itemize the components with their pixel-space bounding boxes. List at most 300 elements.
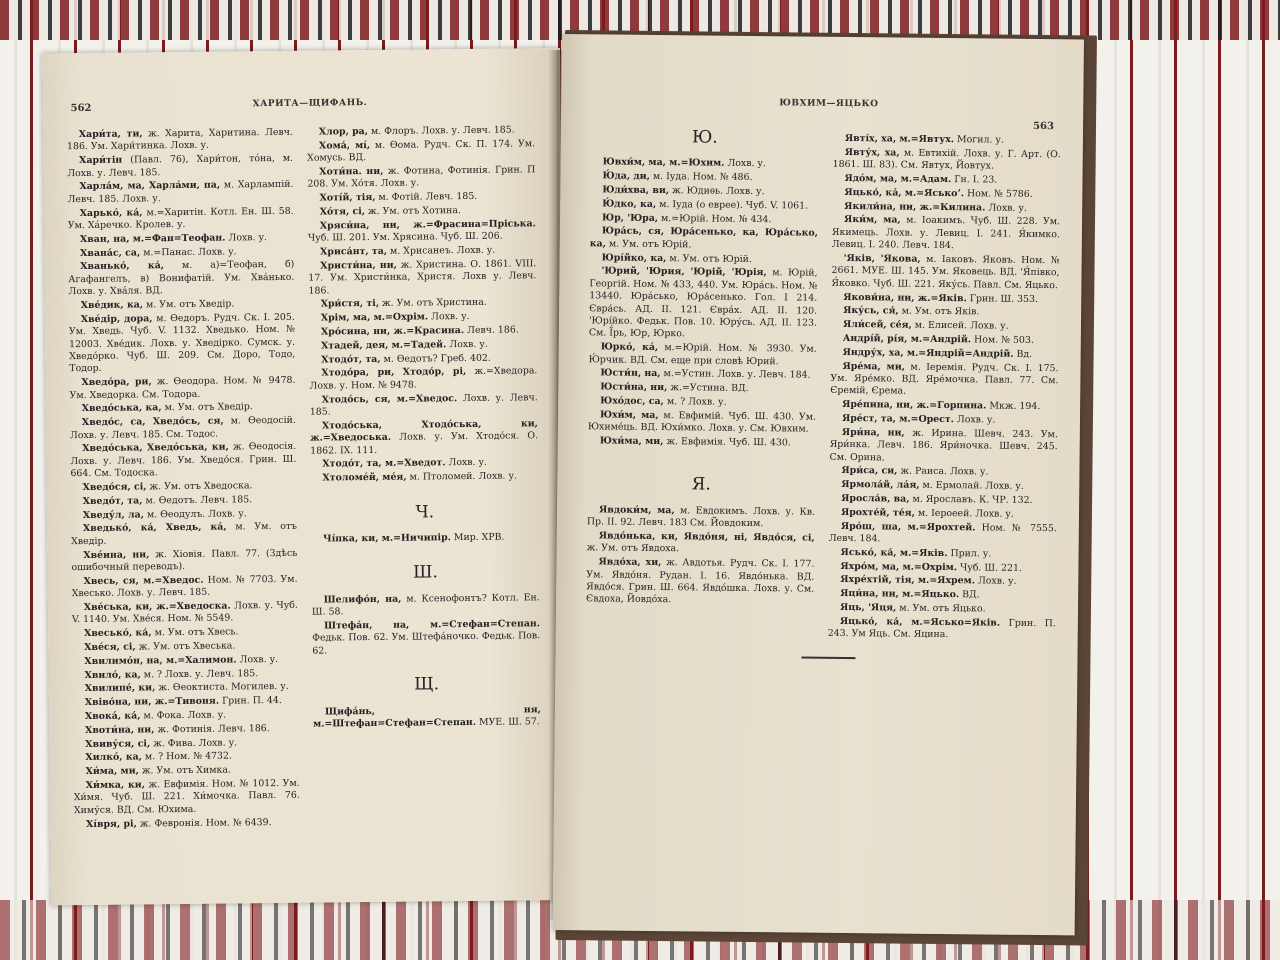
dictionary-entry xyxy=(309,366,537,393)
entry-definition: Мир. ХРВ. xyxy=(450,531,505,544)
dictionary-entry xyxy=(71,547,297,574)
entry-definition: Лохв. у. xyxy=(445,457,488,469)
entry-definition: м. Фотій. Левч. 185. xyxy=(375,191,478,204)
entry-headword: Хведо́ська, Хведо́ська, ки, xyxy=(82,441,229,455)
dictionary-entry xyxy=(70,415,296,442)
entry-headword: Хвесь, ся, м.=Хведос. xyxy=(83,574,204,587)
dictionary-entry xyxy=(588,409,816,436)
entry-headword: Яки́м, ма, xyxy=(844,214,901,226)
entry-definition: м. Ум. отъ Яків. xyxy=(898,305,980,318)
entry-headword: Харько́, ка́, xyxy=(79,206,143,219)
entry-headword: Явту́х, ха, xyxy=(844,146,900,159)
running-head-right: ЮВХИМ—ЯЦЬКО xyxy=(779,98,879,110)
dictionary-entry xyxy=(71,507,297,522)
entry-definition: м. Өедотъ. Левч. 185. xyxy=(142,494,253,507)
entry-definition: м. Ярославъ. К. ЧР. 132. xyxy=(909,493,1033,506)
dictionary-entry xyxy=(588,382,816,397)
dictionary-entry xyxy=(310,470,538,485)
dictionary-entry xyxy=(830,399,1058,414)
entry-definition: Лохв. у. xyxy=(225,231,268,244)
dictionary-entry xyxy=(72,654,298,669)
entry-headword: Хтодо́ра, ри, Хтодо́р, рі, xyxy=(321,366,467,379)
left-column-1 xyxy=(67,127,300,833)
dictionary-entry xyxy=(829,479,1057,494)
entry-headword: Явті́х, ха, м.=Явтух. xyxy=(844,132,955,146)
entry-headword: Хтодо́т, та, xyxy=(321,353,381,366)
dictionary-entry xyxy=(72,600,298,627)
dictionary-entry xyxy=(587,530,815,557)
entry-headword: Хвилипе́, ки, xyxy=(84,682,156,695)
entry-definition: м. Ермолай. Лохв. у. xyxy=(919,479,1024,493)
entry-definition: (Павл. 76), Хари́тон, то́на, м. Лохв. у. Левч. 185. xyxy=(67,153,294,179)
entry-definition: Могил. у. xyxy=(954,134,1004,146)
entry-headword: Яхро́м, ма, м.=Охрім. xyxy=(840,560,958,573)
section-heading-shch: Щ. xyxy=(414,674,440,695)
entry-definition: м. Флоръ. Лохв. у. Левч. 185. xyxy=(367,124,515,138)
dictionary-entry xyxy=(832,173,1060,188)
entry-definition: м. Елисей. Лохв. у. xyxy=(911,319,1009,332)
entry-definition: м. Ум. отъ Хведір. xyxy=(161,401,253,414)
entry-headword: Шелифо́н, на, xyxy=(323,593,402,606)
entry-headword: Хвіво́на, ни, ж.=Тивоня. xyxy=(84,695,220,709)
entry-definition: Левч. 186. xyxy=(464,324,519,337)
entry-definition: м.=Панас. Лохв. у. xyxy=(140,246,237,259)
dictionary-entry xyxy=(307,164,535,191)
entry-definition: ж. Евфимія. Ном. № 1012. Ум. Хи́мя. Чуб. Ш. 221. Хи́мочка. Павл. 76. Химу́ся. ВД. См. Юхима. xyxy=(73,777,300,816)
dictionary-entry xyxy=(587,504,815,531)
dictionary-entry xyxy=(73,764,299,779)
dictionary-entry xyxy=(72,640,298,655)
dictionary-entry xyxy=(70,401,296,416)
dictionary-entry xyxy=(831,253,1059,293)
running-head-left: ХАРИТА—ЩИФАНЬ. xyxy=(252,98,368,110)
entry-headword: Хри́стя, ті, xyxy=(320,298,380,310)
entry-headword: Хведо́ська, ка, xyxy=(81,402,162,415)
entry-headword: Хилко́, ка, xyxy=(85,751,142,764)
dictionary-entry xyxy=(590,212,818,227)
entry-definition: Ном. № 503. xyxy=(971,334,1034,346)
entry-headword: Хоті́й, тія, xyxy=(319,192,376,204)
dictionary-entry xyxy=(831,333,1059,348)
entry-headword: Штефа́н, на, м.=Стефан=Степан. xyxy=(323,618,541,632)
entry-headword: Хо́тя, сі, xyxy=(319,206,366,218)
dictionary-entry xyxy=(69,312,296,376)
entries-ya xyxy=(586,504,815,608)
dictionary-entry xyxy=(308,218,536,245)
entry-definition: Лохв. у. xyxy=(974,575,1017,588)
entry-definition: Лохв. у. xyxy=(428,311,470,323)
entry-headword: Яри́са, си, xyxy=(841,465,898,477)
entry-definition: ж. Ирина. Шевч. 243. Ум. Яри́нка. Левч. 186. Яри́ночка. Шевч. 245. См. Орина. xyxy=(829,427,1058,464)
entry-definition: Ном. № 7555. Левч. 184. xyxy=(828,521,1057,545)
entry-definition: ж. Ум. отъ Химка. xyxy=(138,764,231,777)
entry-headword: Хвило́, ка, xyxy=(84,669,141,681)
dictionary-entry xyxy=(70,441,296,481)
entry-definition: м. Харлампій. Левч. 185. Лохв. у. xyxy=(67,179,294,205)
entry-definition: Чуб. Ш. 201. Ум. Хрясина. Чуб. Ш. 206. xyxy=(307,230,503,244)
dictionary-entry xyxy=(830,360,1058,400)
entry-headword: Ядо́м, ма, м.=Адам. xyxy=(844,172,952,186)
entry-definition: м. Ум. отъ Хвесь. xyxy=(151,626,239,639)
dictionary-entry xyxy=(590,171,818,186)
entry-headword: Хро́сина, ни, ж.=Красина. xyxy=(320,325,465,338)
entry-headword: Харла́м, ма, Харла́ми, па, xyxy=(79,179,221,193)
dictionary-entry xyxy=(73,723,299,738)
dictionary-entry xyxy=(307,124,535,139)
dictionary-entry xyxy=(308,244,536,259)
entry-headword: Ю́дко, ка, xyxy=(602,198,657,210)
entry-headword: Хрім, ма, м.=Охрім. xyxy=(320,311,429,324)
entry-headword: Хванько́, ка́, xyxy=(80,260,165,273)
entry-headword: Хве́ська, ки, ж.=Хведоска. xyxy=(83,600,231,614)
entry-headword: Яцько́, ка́, м.=Ясько=Яків. xyxy=(839,615,1001,629)
entry-headword: Юсти́н, на, xyxy=(600,367,661,380)
dictionary-entry xyxy=(72,667,298,682)
entry-headword: Якили́на, ни, ж.=Килина. xyxy=(844,200,986,214)
entry-definition: ж. Ум. отъ Хвеська. xyxy=(135,640,236,653)
dictionary-entry xyxy=(309,297,537,312)
entry-headword: Хі́вря, рі, xyxy=(86,818,137,830)
entry-definition: м. Хрисанеъ. Лохв. у. xyxy=(386,244,496,257)
entry-headword: Яро́ш, ша, м.=Ярохтей. xyxy=(840,520,976,533)
dictionary-entry xyxy=(312,618,540,658)
dictionary-entry xyxy=(307,138,535,165)
dictionary-entry xyxy=(588,435,816,450)
entry-headword: Яцько́, ка́, м.=Яськоʼ. xyxy=(844,186,965,200)
entry-headword: Хриса́нт, та, xyxy=(320,245,388,258)
entry-definition: м. Өеодосій. Лохв. у. Левч. 185. См. Тодос. xyxy=(69,415,296,441)
dictionary-entry xyxy=(308,204,536,219)
entry-definition: ж. Фотинія. Левч. 186. xyxy=(154,722,270,736)
dictionary-entry xyxy=(829,547,1057,562)
entry-headword: Хоти́на. ни, xyxy=(319,165,384,178)
entry-definition: м. ? Ном. № 4732. xyxy=(141,750,232,763)
entry-headword: Хвиву́ся, сі, xyxy=(85,737,151,750)
entry-definition: ж. Өеоктиста. Могилев. у. xyxy=(155,681,289,694)
entry-definition: м.=Юрій. Ном. № 434. xyxy=(658,212,772,225)
dictionary-entry xyxy=(72,574,298,601)
entry-headword: Юхи́ма, ми, xyxy=(599,435,664,448)
entry-headword: Юхи́м, ма, xyxy=(599,409,659,421)
entry-headword: Хве́дик, ка, xyxy=(80,299,144,312)
dictionary-entry xyxy=(71,521,297,548)
dictionary-entry xyxy=(832,214,1060,254)
entry-headword: Яре́ма, ми, xyxy=(842,360,906,373)
dictionary-entry xyxy=(68,205,294,232)
entry-definition: м. Ум. отъ Юрій. xyxy=(666,252,752,265)
entry-definition: м.=Устин. Лохв. у. Левч. 184. xyxy=(660,368,811,382)
dictionary-entry xyxy=(586,557,815,609)
dictionary-entry xyxy=(588,368,816,383)
dictionary-entry xyxy=(308,258,536,298)
entry-headword: Хван, на, м.=Фан=Теофан. xyxy=(79,232,226,245)
dictionary-entry xyxy=(308,190,536,205)
right-page xyxy=(553,34,1084,935)
entry-definition: м. Іоакимъ. Чуб. Ш. 228. Ум. Якимець. Лохв. у. Левиц. І. 241. Я́кимко. Левиц. І. 240. Левч. 184. xyxy=(831,214,1061,252)
entry-headword: Юхо́дос, са, xyxy=(600,395,664,408)
entry-definition: м. Фока. Лохв. у. xyxy=(140,709,227,722)
page-number-right: 563 xyxy=(1033,120,1054,133)
entry-definition: м. ? Лохв. у. xyxy=(663,396,727,408)
dictionary-entry xyxy=(828,574,1056,589)
dictionary-entry xyxy=(590,252,818,267)
entry-definition: ж. Христина. О. 1861. VIII. 17. Ум. Христи́нка, Христя. Лохв у. Левч. 186. xyxy=(308,258,537,297)
dictionary-entry xyxy=(309,324,537,339)
entry-definition: м.=Юрій. Ном. № 3930. Ум. Ю́рчик. ВД. См. еще при словѣ Юрий. xyxy=(588,342,817,367)
entry-headword: Хари́та, ти, xyxy=(78,128,143,141)
entry-definition: м. Евфимій. Чуб. Ш. 430. Ум. Юхиме́ць. ВД. Юхи́мко. Лохв. у. См. Ювхим. xyxy=(587,409,817,435)
dictionary-entry xyxy=(69,375,295,402)
entry-headword: Яросла́в, ва, xyxy=(841,492,910,505)
dictionary-entry xyxy=(828,616,1056,643)
entry-headword: Хведу́л, ла, xyxy=(82,509,145,521)
dictionary-entry xyxy=(73,750,299,765)
entry-definition: м. Птоломей. Лохв. у. xyxy=(406,470,518,483)
dictionary-entry xyxy=(310,457,538,472)
entry-headword: Хве́ся, сі, xyxy=(84,641,136,654)
right-column-2 xyxy=(828,133,1061,644)
entry-headword: Хтодо́ська, Хтодо́ська, ки, ж.=Хведоська. xyxy=(310,418,538,444)
entry-headword: Юрі́йко, ка, xyxy=(601,252,667,264)
entry-definition: м. Евтихій. Лохв. у. Г. Арт. (О. 1861. Ш. 83). См. Явтух, Йовтух. xyxy=(832,147,1061,172)
entry-headword: Хвана́с, са, xyxy=(80,247,141,259)
entry-definition: м. Ум. отъ Юрій. xyxy=(605,238,692,251)
entry-headword: Яри́на, ни, xyxy=(841,426,905,439)
entry-headword: Яли́сей, се́я, xyxy=(842,319,912,331)
entries-shch xyxy=(313,704,541,731)
entry-headword: Яци́на, ни, м.=Яцько. xyxy=(840,588,960,601)
entry-definition: м. Евдокимъ. Лохв. у. Кв. Пр. ІІ. 92. Левч. 183 См. Йовдоким. xyxy=(586,505,816,530)
dictionary-entry xyxy=(312,592,540,619)
dictionary-entry xyxy=(828,588,1056,603)
dictionary-entry xyxy=(311,531,539,546)
dictionary-entry xyxy=(828,602,1056,617)
entry-definition: Лохв. у. Левч. 185. xyxy=(309,391,538,418)
dictionary-entry xyxy=(829,465,1057,480)
entry-headword: Хведо́ра, ри, xyxy=(81,376,152,389)
dictionary-entry xyxy=(68,232,294,247)
dictionary-entry xyxy=(73,709,299,724)
dictionary-entry xyxy=(71,494,297,509)
entry-definition: ж. Харита, Харитина. Левч. 186. Ум. Хари́тинка. Лохв. у. xyxy=(66,126,293,153)
dictionary-entry xyxy=(589,266,818,343)
dictionary-entry xyxy=(588,395,816,410)
dictionary-entry xyxy=(69,298,295,313)
dictionary-entry xyxy=(67,153,293,180)
entry-headword: Юрко́, ка́, xyxy=(600,341,659,354)
dictionary-entry xyxy=(830,427,1058,467)
section-heading-yu: Ю. xyxy=(691,127,718,148)
dictionary-entry xyxy=(67,127,293,154)
entry-headword: Ювхи́м, ма, м.=Юхим. xyxy=(602,156,725,170)
entry-headword: Яку́сь, ся́, xyxy=(843,305,899,317)
entry-definition: м. Іуда. Ном. № 486. xyxy=(649,171,753,184)
entry-definition: Гн. І. 23. xyxy=(951,174,998,186)
dictionary-entry xyxy=(829,507,1057,522)
entry-definition: Прил. у. xyxy=(947,547,992,560)
entries-ch xyxy=(311,531,539,546)
entries-kh-continued xyxy=(307,124,539,485)
entry-headword: Хряси́на, ни, ж.=Фрасина=Пріська. xyxy=(319,218,536,232)
entry-headword: Хвока́, ка́, xyxy=(84,710,141,723)
entry-definition: м. Іеремія. Рудч. Ск. І. 175. Ум. Яре́мко. ВД. Яре́мочка. Павл. 77. См. Єремій, Єрема. xyxy=(830,361,1059,398)
entry-headword: Хари́тін xyxy=(79,154,123,167)
entry-headword: Хведо́с, са, Хведо́сь, ся, xyxy=(81,415,224,429)
end-rule xyxy=(801,657,855,660)
dictionary-entry xyxy=(589,342,817,369)
section-heading-ch: Ч. xyxy=(415,501,435,523)
entry-definition: м. Өедотъ? Греб. 402. xyxy=(380,352,491,365)
entry-definition: Лохв. у. xyxy=(446,338,488,351)
entry-definition: Лохв. у. xyxy=(985,202,1027,214)
entry-definition: ж. Өеодосія. Лохв. у. Левч. 186. Ум. Хведо́ся. Грин. Ш. 664. См. Тодоска. xyxy=(70,441,297,480)
entry-definition: м. Іаковъ. Яковъ. Ном. № 2661. МУЕ. Ш. 145. Ум. Яковець. ВД. 'Я́півко, Я́ковко. Чуб. Ш. 221. Яку́сь. Павл. См. Яцько. xyxy=(831,253,1060,292)
entry-definition: Грин. П. 44. xyxy=(219,695,282,707)
entry-definition: ж.=Хведора. Лохв. у. Ном. № 9478. xyxy=(309,365,538,392)
entry-definition: МУЕ. Ш. 57. xyxy=(475,716,540,728)
dictionary-entry xyxy=(73,736,299,751)
dictionary-entry xyxy=(310,418,538,458)
entry-definition: Лохв. у. Чуб. V. 1140. Ум. Хве́ся. Ном. № 5549. xyxy=(71,599,298,626)
entry-headword: Юра́сь, ся, Юра́сенько, ка, Юра́сько, ка, xyxy=(589,225,818,250)
entry-headword: Явдо́нька, ки, Явдо́ня, ні, Явдо́ся, сі, xyxy=(598,530,815,544)
dictionary-entry xyxy=(832,200,1060,215)
entry-headword: Хтодо́сь, ся, м.=Хведос. xyxy=(321,392,458,406)
entry-definition: Лохв. у. xyxy=(236,653,279,666)
entry-headword: Юди́хва, ви, xyxy=(602,184,670,197)
entry-definition: Мкж. 194. xyxy=(986,400,1041,413)
entry-headword: Яре́пина, ни, ж.=Горпина. xyxy=(842,399,987,412)
entry-headword: Хлор, ра, xyxy=(318,126,369,138)
entry-headword: Хведько́, ка́, Хведь, ка́, xyxy=(82,521,227,535)
entry-headword: Хома́, мі́, xyxy=(318,139,371,152)
entry-definition: м. Ум. отъ Хведір. xyxy=(142,298,235,311)
dictionary-entry xyxy=(833,133,1061,148)
entry-headword: Юсти́на, ни, xyxy=(600,381,668,394)
entry-definition: м. а)=Теофан, б) Агафангелъ, в) Вонифатій. Ум. Хва́нько. Лохв. у. Хва́ля. ВД. xyxy=(68,259,295,298)
entries-sh xyxy=(312,592,541,658)
left-column-2 xyxy=(307,124,541,732)
entry-headword: Ю́да, ди, xyxy=(602,170,650,183)
dictionary-entry xyxy=(72,626,298,641)
dictionary-entry xyxy=(309,338,537,353)
dictionary-entry xyxy=(829,520,1057,547)
dictionary-entry xyxy=(309,352,537,367)
dictionary-entry xyxy=(831,319,1059,334)
dictionary-entry xyxy=(309,310,537,325)
entry-definition: ж. Фива. Лохв. у. xyxy=(150,737,238,749)
entry-definition: ж. Хіовія. Павл. 77. (Здѣсь ошибочный переводъ). xyxy=(71,547,298,574)
entry-definition: Лохв. у. Ум. Хтодо́ся. О. 1862. ІХ. 111. xyxy=(310,430,539,457)
entry-headword: Хвилимо́н, на, м.=Халимон. xyxy=(84,654,237,667)
dictionary-entry xyxy=(831,305,1059,320)
dictionary-entry xyxy=(830,413,1058,428)
entry-definition: м. Ум. отъ Яцько. xyxy=(896,602,986,615)
dictionary-entry xyxy=(591,157,819,172)
entry-headword: Явдоки́м, ма, xyxy=(598,504,675,517)
entry-headword: 'Юрий, 'Юрия, 'Юрій, 'Юрія, xyxy=(601,265,767,279)
dictionary-entry xyxy=(831,347,1059,362)
dictionary-entry xyxy=(68,245,294,260)
entry-definition: м.=Харитін. Котл. Ен. Ш. 58. Ум. Ха́речко. Кролев. у. xyxy=(67,205,294,232)
entry-definition: Вд. xyxy=(1013,348,1033,360)
page-number-left: 562 xyxy=(70,102,92,115)
dictionary-entry xyxy=(71,480,297,495)
entry-headword: Юр, 'Юра, xyxy=(602,212,659,224)
dictionary-entry xyxy=(74,778,300,818)
entry-definition: ВД. xyxy=(959,589,980,601)
section-heading-sh: Ш. xyxy=(412,562,438,583)
entry-headword: Ясько́, ка́, м.=Яків. xyxy=(840,546,948,559)
entry-headword: Хве́дір, дора, xyxy=(80,313,153,325)
entry-headword: Хтоломе́й, ме́я, xyxy=(322,471,407,484)
entry-definition: Чуб. Ш. 221. xyxy=(957,561,1023,574)
entry-headword: Яндру́х, ха, м.=Яндрій=Андрій. xyxy=(842,346,1014,360)
entry-definition: м. Іероеей. Лохв. у. xyxy=(914,507,1014,520)
entries-yu xyxy=(588,157,819,450)
entry-definition: ж. Юдиѳь. Лохв. у. xyxy=(669,185,765,198)
entry-headword: Андрі́й, рі́я, м.=Андрій. xyxy=(842,332,972,346)
dictionary-entry xyxy=(73,695,299,710)
entry-definition: м. Ум. отъ Хведір. xyxy=(71,521,298,547)
entry-definition: ж. Өеодора. Ном. № 9478. Ум. Хведорка. См. Тодора. xyxy=(69,375,296,401)
entry-headword: Щифа́нь, ня, м.=Штефан=Стефан=Степан. xyxy=(313,703,541,730)
entry-headword: Чі́пка, ки, м.=Ничипір. xyxy=(323,532,451,545)
entry-headword: 'Яків, 'Якова, xyxy=(843,252,921,265)
entry-definition: ж. Авдотья. Рудч. Ск. І. 177. Ум. Явдо́ня. Рудан. І. 16. Явдо́нька. ВД. Явдо́ся. Грин. Ш. 664. Явдо́шка. Лохв. у. См. Євдоха, Йовдо́ха. xyxy=(586,557,815,606)
dictionary-entry xyxy=(67,179,293,206)
entry-headword: Яць, 'Яця, xyxy=(839,601,897,614)
dictionary-entry xyxy=(828,560,1056,575)
dictionary-entry xyxy=(590,226,818,253)
entry-definition: ж.=Устина. ВД. xyxy=(667,382,749,395)
entry-headword: Ярохте́й, те́я, xyxy=(840,506,915,519)
entry-definition: ж. Ум. отъ Хведоска. xyxy=(146,480,253,493)
entry-definition: Ном. № 5786. xyxy=(963,188,1033,200)
entry-definition: ж. Февронія. Ном. № 6439. xyxy=(136,816,272,830)
entry-definition: ж. Раиса. Лохв. у. xyxy=(897,465,989,478)
left-page xyxy=(42,48,569,905)
dictionary-entry xyxy=(831,291,1059,306)
entry-headword: Христи́на, ни, xyxy=(320,259,397,272)
entry-headword: Яхре́хтій, тія, м.=Яхрем. xyxy=(840,574,976,587)
entry-definition: м. Өедоръ. Рудч. Ск. І. 205. Ум. Хведь. Чуб. V. 1132. Хведько. Ном. № 12003. Хве́дик. Лохв. у. Хведірко. Сумск. у. Хведо́рко. Чуб. Ш. 209. См. Доро, Тодо, Тодор. xyxy=(68,311,296,375)
dictionary-entry xyxy=(310,392,538,419)
entry-definition: м. Өома. Рудч. Ск. П. 174. Ум. Хомусь. ВД. xyxy=(307,138,536,164)
entry-definition: Грин. Ш. 353. xyxy=(966,292,1039,305)
dictionary-entry xyxy=(74,816,300,831)
dictionary-entry xyxy=(833,147,1061,174)
entry-headword: Хвеськó, ка́, xyxy=(84,627,152,640)
entry-definition: ж. Ум. отъ Христина. xyxy=(379,297,487,310)
dictionary-entry xyxy=(829,493,1057,508)
right-column-1 xyxy=(586,127,819,610)
dictionary-entry xyxy=(832,187,1060,202)
entry-headword: Явдо́ха, хи, xyxy=(598,556,662,569)
dictionary-entry xyxy=(68,259,294,299)
entry-headword: Хи́мка, ки, xyxy=(85,779,146,792)
entry-headword: Хи́ма, ми, xyxy=(85,765,139,778)
entry-headword: Хвоти́на, ни, xyxy=(85,724,155,736)
entry-headword: Якови́на, ни, ж.=Яків. xyxy=(843,291,967,304)
entry-headword: Ярмола́й, ла́я, xyxy=(841,479,920,491)
dictionary-entry xyxy=(73,681,299,696)
entry-definition: ж. Евфимія. Чуб. Ш. 430. xyxy=(663,436,791,449)
entry-definition: м. Ксенофонтъ? Котл. Ен. Ш. 58. xyxy=(311,592,540,618)
entry-definition: Грин. П. 243. Ум Яць. См. Яцина. xyxy=(827,617,1056,641)
entry-definition: ж. Фотина, Фотинія. Грин. П 208. Ум. Хо́тя. Лохв. у. xyxy=(307,164,536,191)
entry-definition: м. Іуда (о еврее). Чуб. V. 1061. xyxy=(656,198,809,212)
